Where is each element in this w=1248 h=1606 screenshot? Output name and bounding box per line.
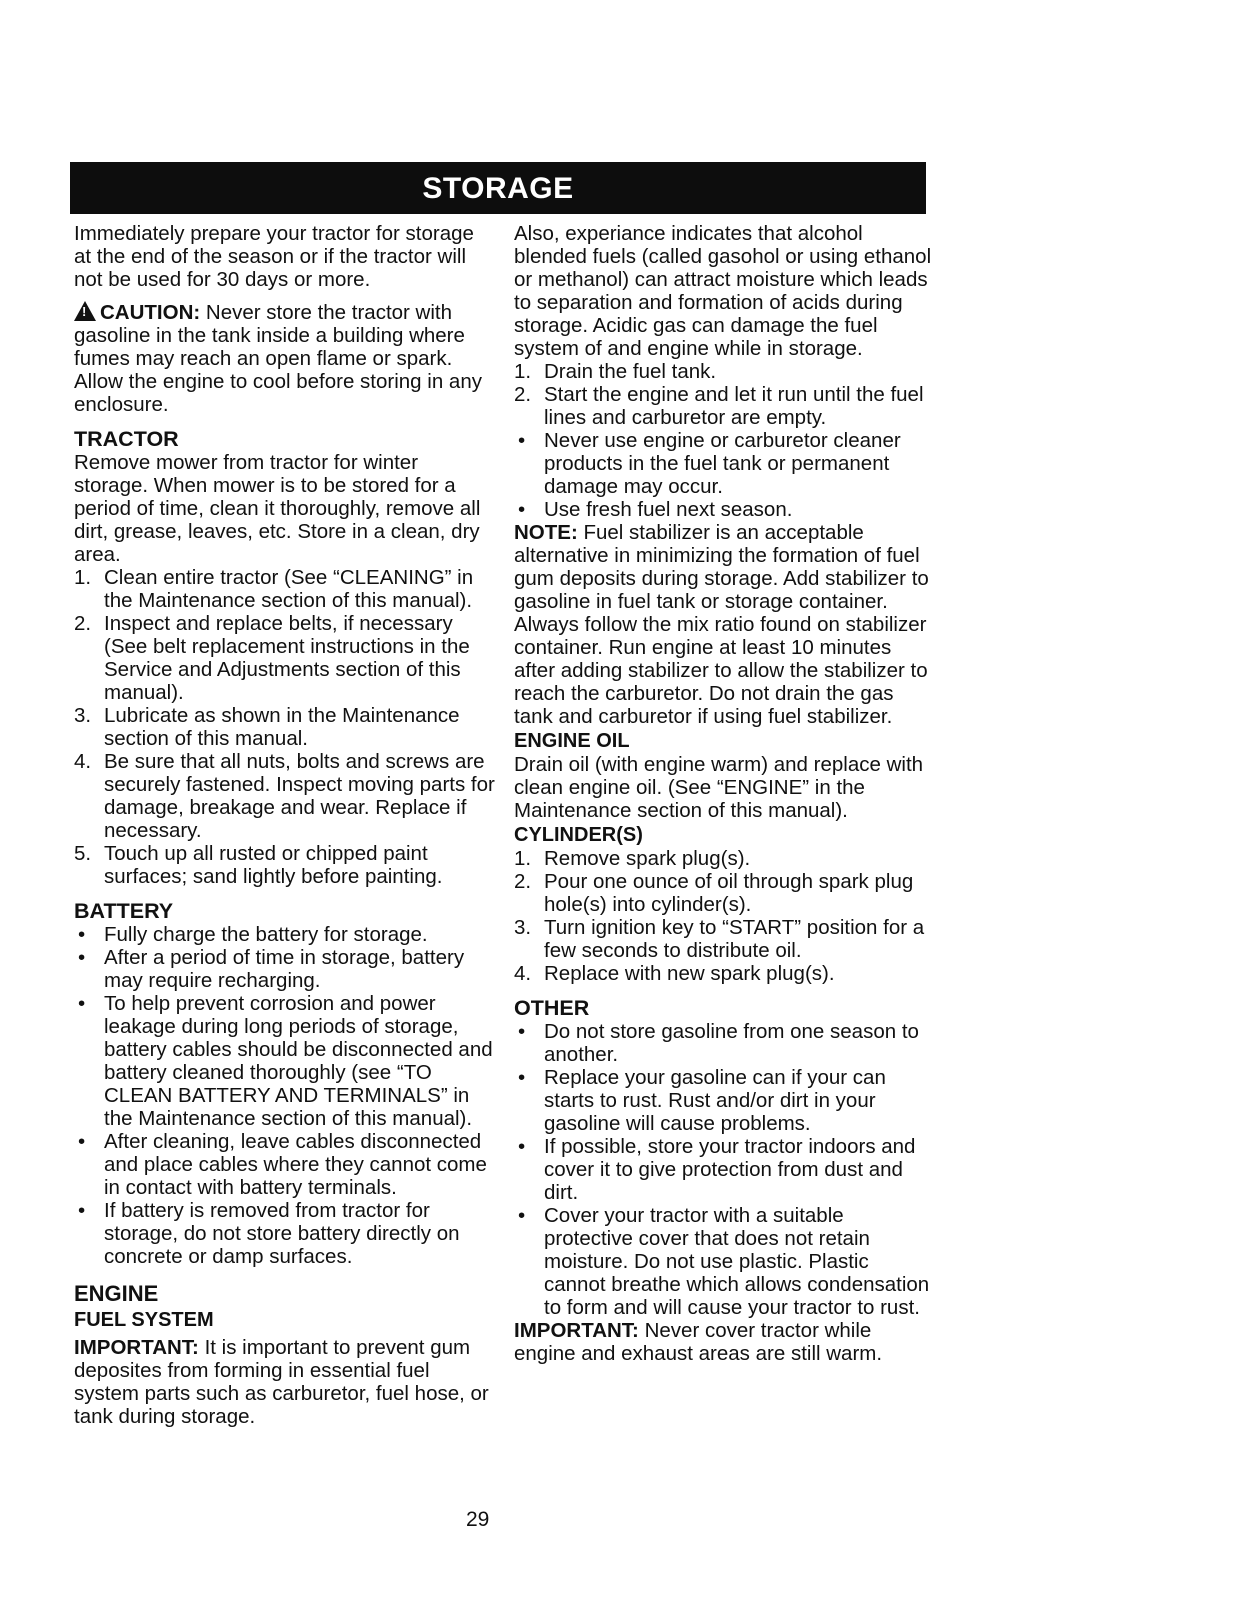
important-text: Never cover tractor while engine and exhaust areas are still warm. [514, 1319, 883, 1365]
caution-block [74, 301, 496, 416]
fuel-bullets-list [514, 429, 934, 521]
caution-text: Never store the tractor with gasoline in the tank inside a building where fumes may reach an open flame or spark. Allow the engine to cool before storing in any enclosure. [74, 301, 482, 416]
list-item: 4. Replace with new spark plug(s). [514, 962, 835, 985]
important-cover-paragraph [514, 1319, 934, 1365]
fuel-steps-list [514, 360, 934, 429]
engine-oil-text: Drain oil (with engine warm) and replace with clean engine oil. (See “ENGINE” in the Maintenance section of this manual). [514, 753, 924, 822]
left-column [74, 222, 496, 1428]
list-item: 1. Remove spark plug(s). [514, 847, 751, 870]
list-item: 5. Touch up all rusted or chipped paint surfaces; sand lightly before painting. [74, 842, 443, 888]
caution-label: CAUTION: [100, 301, 201, 324]
cylinder-heading: CYLINDER(S) [514, 824, 643, 846]
tractor-intro: Remove mower from tractor for winter storage. When mower is to be stored for a period of time, clean it thoroughly, remove all dirt, grease, leaves, etc. Store in a clean, dry area. [74, 451, 481, 566]
tractor-heading: TRACTOR [74, 427, 179, 451]
important-fuel-paragraph [74, 1336, 496, 1428]
note-label: NOTE: [514, 521, 578, 544]
section-title-banner: STORAGE [70, 162, 926, 214]
list-item: 4. Be sure that all nuts, bolts and screws are securely fastened. Inspect moving parts for damage, breakage and wear. Replace if necessary. [74, 750, 495, 842]
tractor-steps-list [74, 566, 496, 888]
other-heading: OTHER [514, 996, 590, 1020]
cylinder-steps-list [514, 847, 934, 985]
important-label: IMPORTANT: [74, 1336, 199, 1359]
alcohol-fuels-paragraph: Also, experiance indicates that alcohol blended fuels (called gasohol or using ethanol or methanol) can attract moisture which leads to separation and formation of acids during storage. Acidic gas can damage the fuel system of and engine while in storage. [514, 222, 932, 360]
battery-list [74, 923, 496, 1268]
list-item: • Replace your gasoline can if your can starts to rust. Rust and/or dirt in your gasoline will cause problems. [514, 1066, 934, 1135]
list-item: • If battery is removed from tractor for storage, do not store battery directly on concrete or damp surfaces. [74, 1199, 496, 1268]
list-item: • If possible, store your tractor indoors and cover it to give protection from dust and dirt. [514, 1135, 934, 1204]
intro-paragraph: Immediately prepare your tractor for storage at the end of the season or if the tractor will not be used for 30 days or more. [74, 222, 474, 291]
list-item: 1. Drain the fuel tank. [514, 360, 717, 383]
list-item: 3. Turn ignition key to “START” position for a few seconds to distribute oil. [514, 916, 925, 962]
note-paragraph [514, 521, 934, 728]
battery-heading: BATTERY [74, 899, 174, 923]
list-item: 1. Clean entire tractor (See “CLEANING” in the Maintenance section of this manual). [74, 566, 474, 612]
list-item: • After a period of time in storage, battery may require recharging. [74, 946, 496, 992]
list-item: 2. Pour one ounce of oil through spark plug hole(s) into cylinder(s). [514, 870, 914, 916]
list-item: 3. Lubricate as shown in the Maintenance section of this manual. [74, 704, 460, 750]
warning-triangle-icon [74, 301, 96, 321]
list-item: 2. Start the engine and let it run until the fuel lines and carburetor are empty. [514, 383, 924, 429]
list-item: • Do not store gasoline from one season to another. [514, 1020, 934, 1066]
engine-heading: ENGINE [74, 1281, 159, 1306]
list-item: • After cleaning, leave cables disconnected and place cables where they cannot come in contact with battery terminals. [74, 1130, 496, 1199]
important-text: It is important to prevent gum deposites from forming in essential fuel system parts such as carburetor, fuel hose, or tank during storage. [74, 1336, 489, 1428]
list-item: • Fully charge the battery for storage. [74, 923, 496, 946]
page-number: 29 [466, 1508, 490, 1531]
list-item: • Never use engine or carburetor cleaner products in the fuel tank or permanent damage may occur. [514, 429, 934, 498]
list-item: • Cover your tractor with a suitable protective cover that does not retain moisture. Do not use plastic. Plastic cannot breathe which allows condensation to form and will cause your tractor to rust. [514, 1204, 934, 1319]
list-item: • Use fresh fuel next season. [514, 498, 934, 521]
other-list [514, 1020, 934, 1319]
note-text: Fuel stabilizer is an acceptable alternative in minimizing the formation of fuel gum deposits during storage. Add stabilizer to gasoline in fuel tank or storage container. Always follow the mix ratio found on stabilizer container. Run engine at least 10 minutes after adding stabilizer to allow the stabilizer to reach the carburetor. Do not drain the gas tank and carburetor if using fuel stabilizer. [514, 521, 929, 728]
right-column [514, 222, 934, 1365]
list-item: 2. Inspect and replace belts, if necessary (See belt replacement instructions in the Service and Adjustments section of this manual). [74, 612, 470, 704]
list-item: • To help prevent corrosion and power leakage during long periods of storage, battery cables should be disconnected and battery cleaned thoroughly (see “TO CLEAN BATTERY AND TERMINALS” in the Maintenance section of this manual). [74, 992, 496, 1130]
important-label: IMPORTANT: [514, 1319, 639, 1342]
fuel-system-heading: FUEL SYSTEM [74, 1309, 214, 1331]
engine-oil-heading: ENGINE OIL [514, 730, 630, 752]
